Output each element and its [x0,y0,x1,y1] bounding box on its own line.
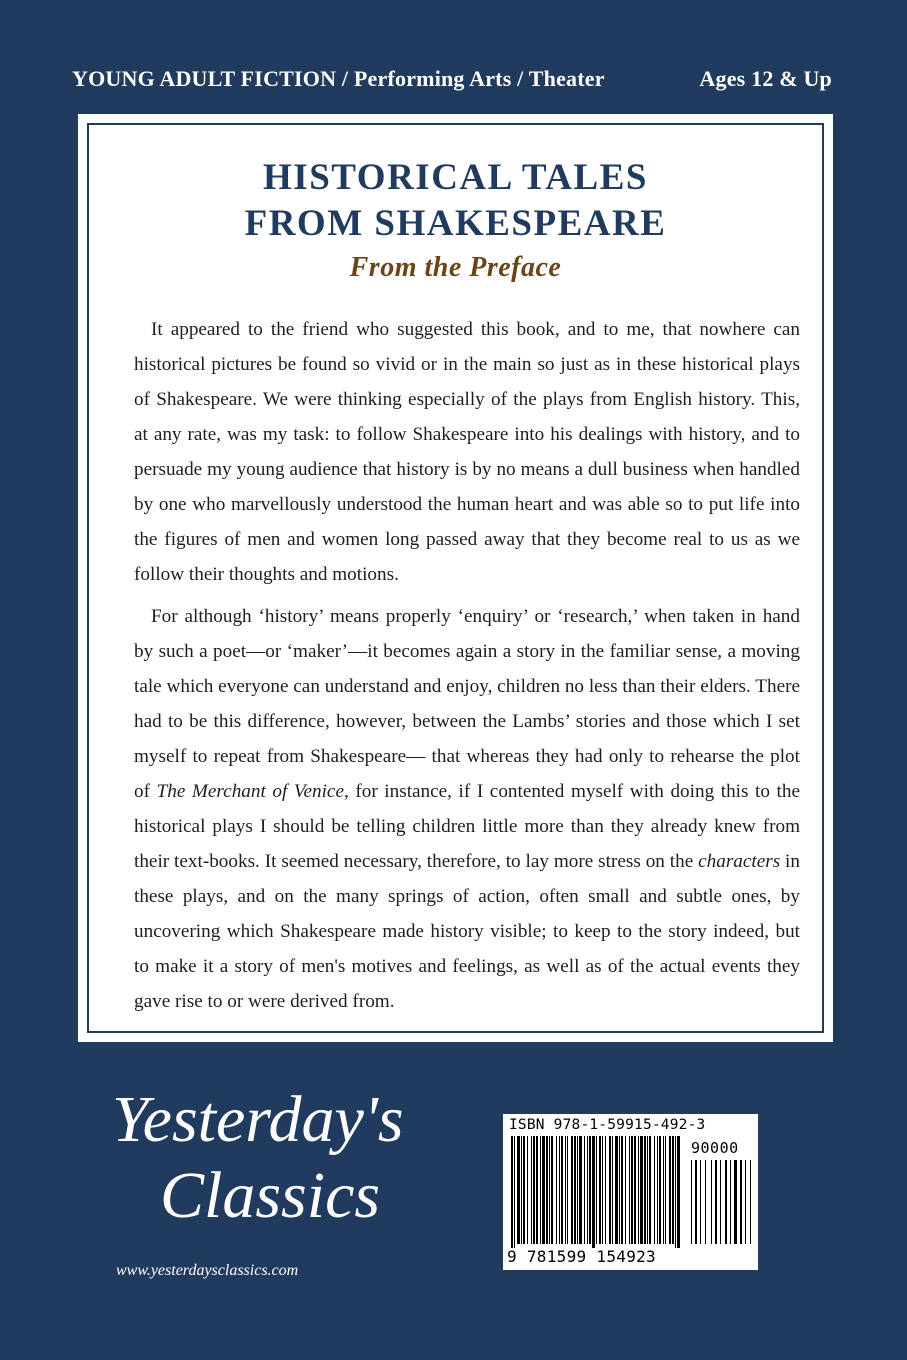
barcode-bar [605,1136,606,1244]
barcode-bar [619,1136,620,1244]
characters-emphasis: characters [698,851,781,872]
publisher-name-line-1: Yesterday's [112,1083,404,1156]
barcode-addon-bar [745,1160,746,1244]
preface-panel [78,114,833,1042]
barcode-addon-bar [725,1160,727,1244]
barcode-bar [629,1136,630,1244]
barcode-bar [672,1136,674,1244]
preface-paragraph-1: It appeared to the friend who suggested this book, and to me, that nowhere can historical pictures be found so vivid or in the main so just as in these historical plays of Shakespeare. We were thinking especially of the plays from English history. This, at any rate, was my task: to follow Shakespeare into his dealings with history, and to persuade my young audience that history is by no means a dull business when handled by one who marvellously understood the human heart and was able so to put life into the figures of men and women long passed away that they become real to us as we follow their thoughts and motions. [134,319,800,585]
preface-paragraph-2-part-b: , for instance, if I contented myself with doing this to the historical plays I should be telling children little more than they already knew from their text-books. It seemed necessary, therefore, to lay more stress on the [134,781,800,872]
barcode-bar [561,1136,563,1244]
preface-paragraph-2-part-a: For although ‘history’ means properly ‘enquiry’ or ‘research,’ when taken in hand by such a poet—or ‘maker’—it becomes again a story in the familiar sense, a moving tale which everyone can understand and enjoy, children no less than their elders. There had to be this difference, however, between the Lambs’ stories and those which I set myself to repeat from Shakespeare— that whereas they had only to rehearse the plot of [134,606,800,802]
barcode-bar [531,1136,532,1244]
barcode-bar [634,1136,636,1244]
barcode-bar [621,1136,623,1244]
barcode-addon-bar [700,1160,701,1244]
barcode-bar [665,1136,666,1244]
barcode-bar [602,1136,603,1244]
barcode-addon-bar [740,1160,742,1244]
merchant-of-venice-title: The Merchant of Venice [156,781,344,802]
barcode-bar [647,1136,648,1244]
isbn-barcode [503,1114,758,1270]
barcode-bar [599,1136,601,1244]
barcode-ean-number: 9 781599 154923 [507,1247,656,1266]
isbn-label: ISBN 978-1-59915-492-3 [509,1117,706,1133]
barcode-addon-bar [695,1160,697,1244]
book-title-line-1: HISTORICAL TALES [263,157,648,198]
barcode-bar [536,1136,538,1244]
barcode-bar [644,1136,646,1244]
barcode-bar [654,1136,655,1244]
barcode-bar [527,1136,528,1244]
barcode-bar [579,1136,582,1244]
barcode-bar [587,1136,588,1244]
barcode-bar [546,1136,548,1244]
barcode-bar [571,1136,573,1244]
barcode-bar [551,1136,553,1244]
barcode-bar [584,1136,585,1244]
book-title-line-2: FROM SHAKESPEARE [244,203,667,244]
barcode-bar [596,1136,597,1244]
barcode-bar [567,1136,568,1244]
barcode-bar [659,1136,661,1244]
barcode-bar [533,1136,535,1244]
category-label: YOUNG ADULT FICTION / Performing Arts / Theater [72,66,605,91]
preface-heading: From the Preface [349,252,562,283]
barcode-bar [565,1136,566,1244]
age-range-label: Ages 12 & Up [699,66,832,91]
barcode-bar [589,1136,591,1244]
barcode-bar [677,1136,680,1248]
barcode-bar [669,1136,671,1244]
barcode-bar [511,1136,513,1248]
barcode-bar [675,1136,676,1248]
barcode-bar [609,1136,611,1244]
barcode-bar [517,1136,520,1244]
barcode-bar [612,1136,613,1244]
barcode-bar [615,1136,618,1244]
barcode-addon-number: 90000 [691,1139,739,1157]
barcode-bar [577,1136,578,1244]
barcode-addon-bar [720,1160,721,1244]
barcode-bar [649,1136,651,1244]
barcode-bar [640,1136,643,1244]
barcode-addon-bar [705,1160,706,1244]
category-header [72,66,832,96]
barcode-addon-bar [691,1160,692,1244]
barcode-bar [657,1136,658,1244]
barcode-addon-bar [750,1160,751,1244]
publisher-website-text[interactable]: www.yesterdaysclassics.com [116,1262,299,1279]
barcode-bar [521,1136,522,1244]
barcode-bar [514,1136,515,1248]
barcode-bar [592,1136,595,1248]
barcode-addon-bar [711,1160,712,1244]
barcode-bar [638,1136,639,1244]
barcode-addon-bar [730,1160,731,1244]
barcode-bar [631,1136,633,1244]
barcode-bar [556,1136,557,1244]
publisher-name-line-2: Classics [160,1159,381,1232]
preface-paragraph-2-part-c: in these plays, and on the many springs of action, often small and subtle ones, by uncovering which Shakespeare made history visible; to keep to the story indeed, but to make it a story of men's motives and feelings, as well as of the actual events they gave rise to or were derived from. [134,851,800,1012]
barcode-bar [523,1136,525,1244]
publisher-logo [112,1080,472,1250]
barcode-bar [542,1136,545,1244]
publisher-website[interactable] [116,1262,298,1280]
barcode-bar [540,1136,541,1244]
barcode-bar [549,1136,550,1244]
barcode-bar [625,1136,626,1244]
barcode-bar [559,1136,560,1244]
barcode-addon-bar [734,1160,737,1244]
barcode-bar [663,1136,664,1244]
barcode-bar [574,1136,576,1244]
barcode-addon-bar [715,1160,717,1244]
preface-paragraph-2 [134,599,800,1019]
